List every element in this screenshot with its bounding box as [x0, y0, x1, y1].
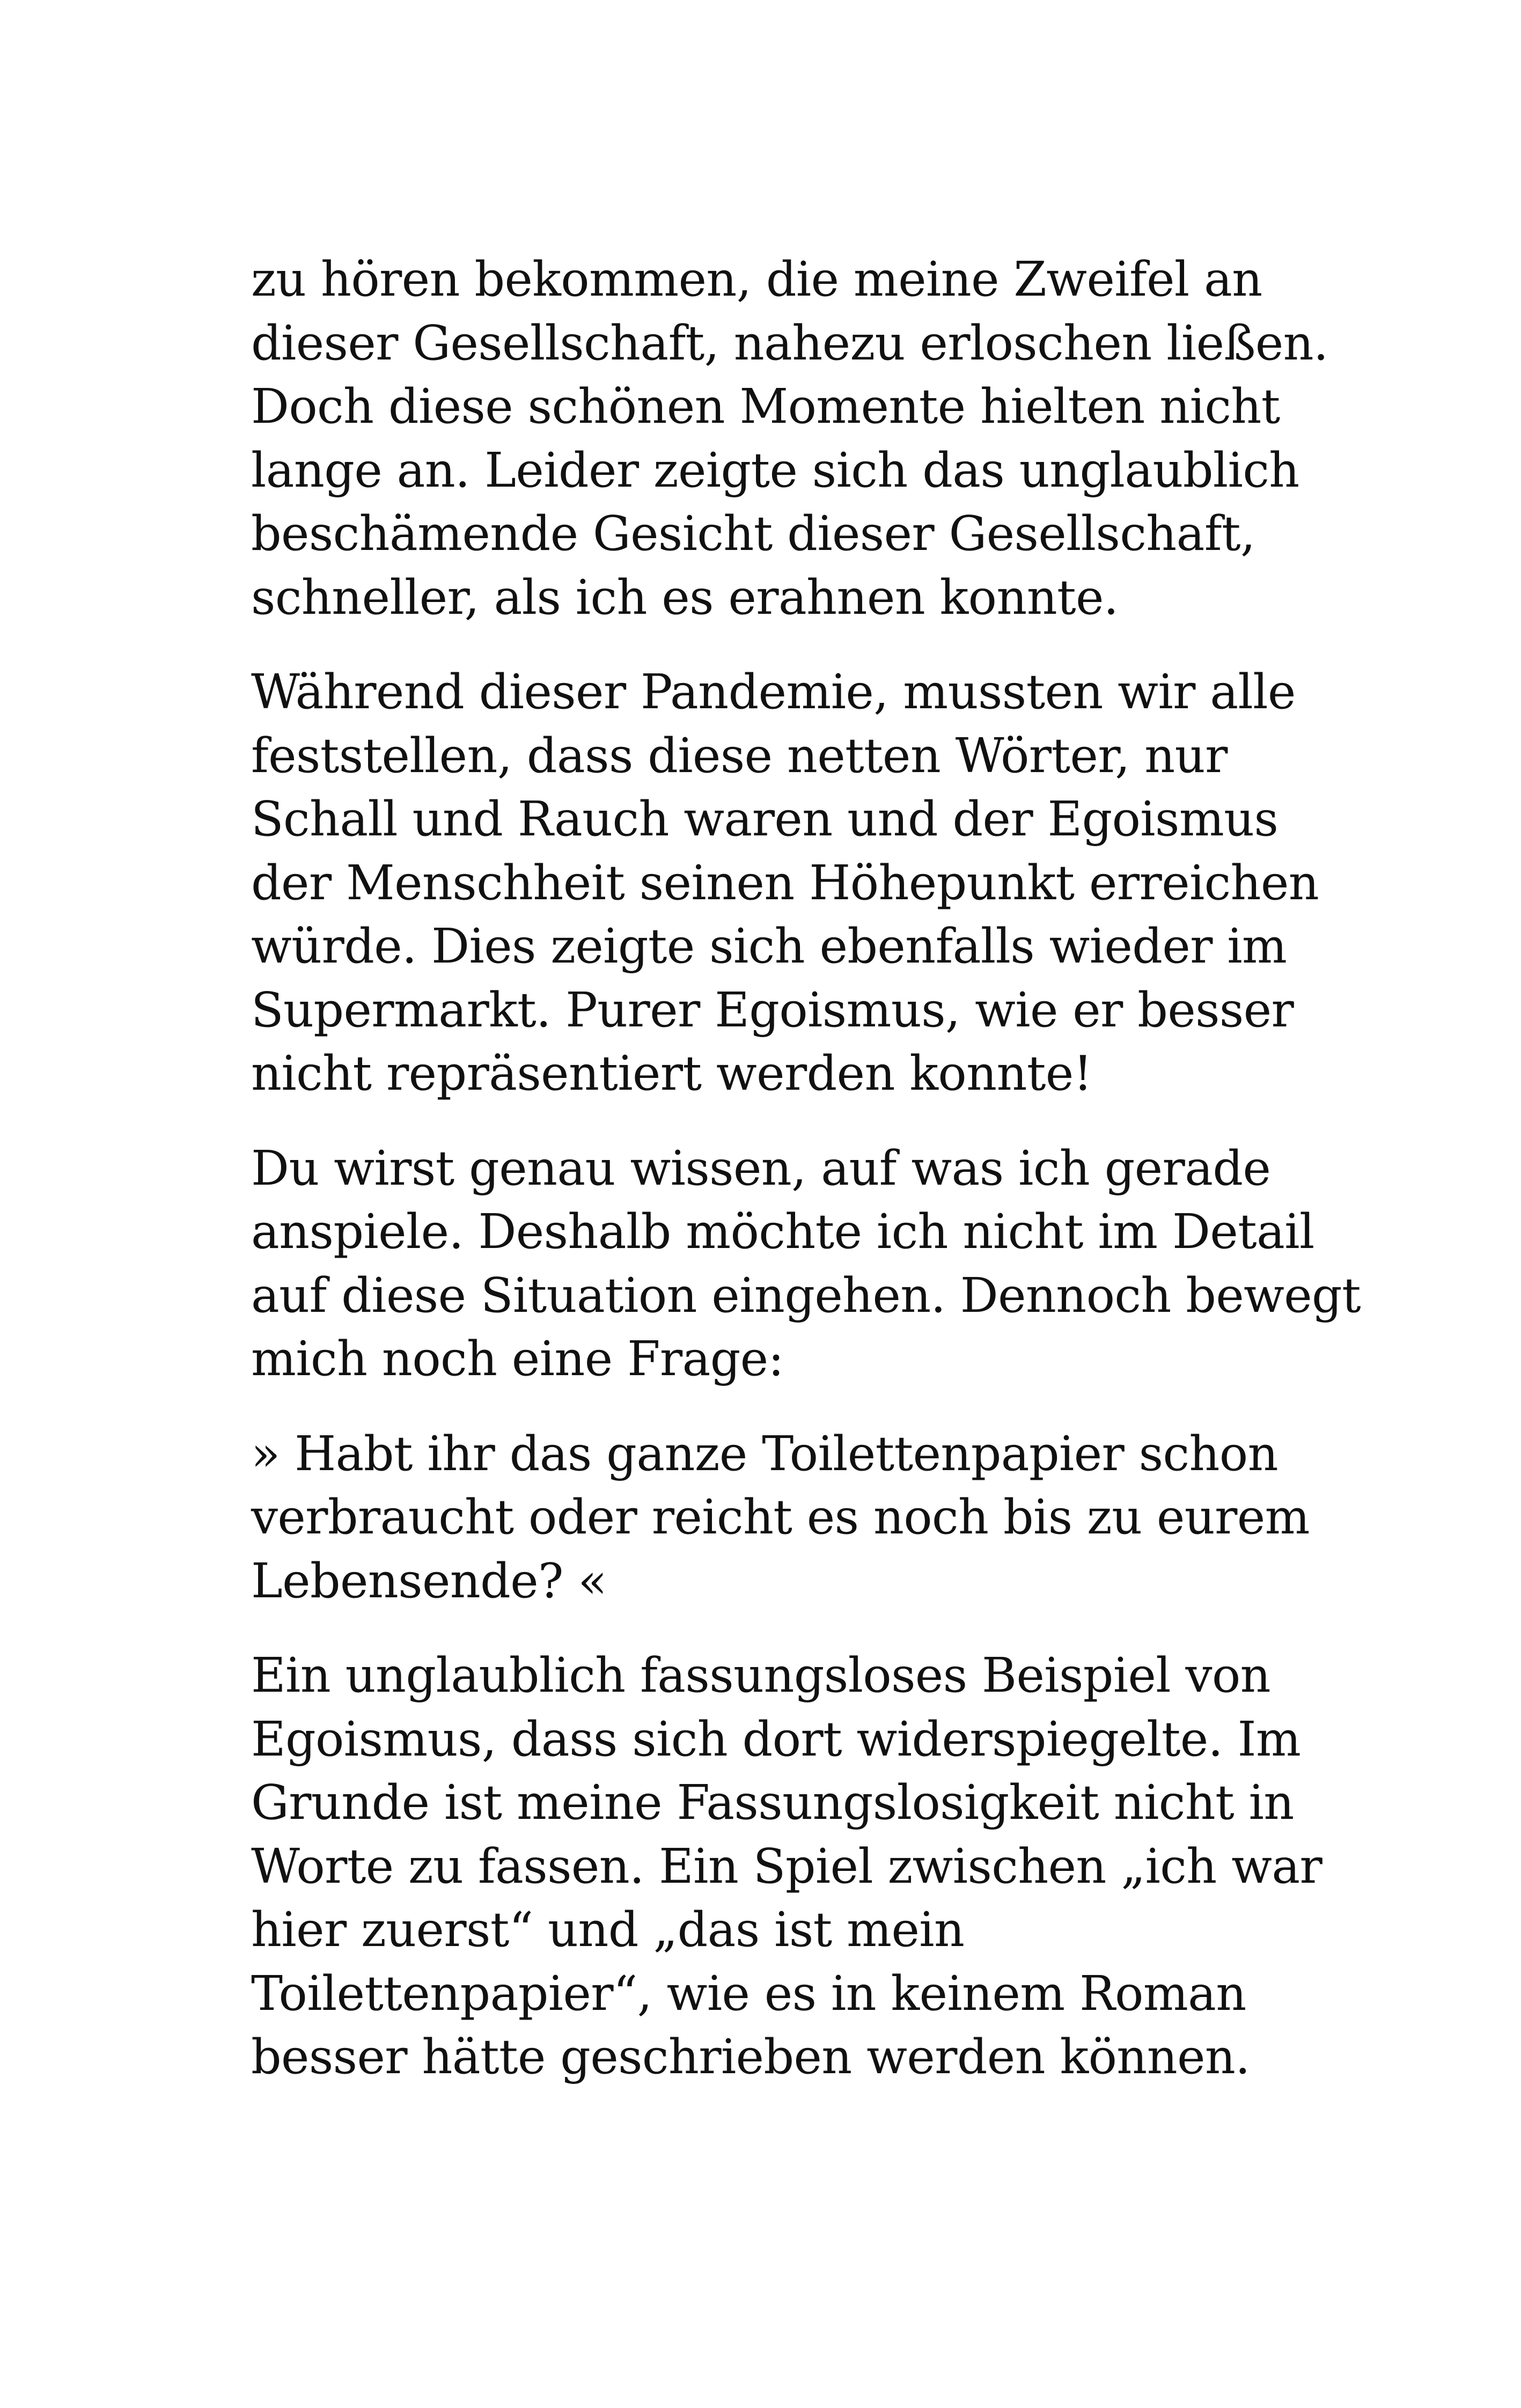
text-line: Schall und Rauch waren und der Egoismus [251, 791, 1278, 847]
text-line: besser hätte geschrieben werden können. [251, 2029, 1250, 2084]
text-line: zu hören bekommen, die meine Zweifel an [251, 252, 1262, 307]
text-line: lange an. Leider zeigte sich das unglaublich [251, 442, 1299, 498]
text-line: Lebensende? « [251, 1553, 607, 1609]
text-line: Du wirst genau wissen, auf was ich gerade [251, 1140, 1271, 1196]
text-line: auf diese Situation eingehen. Dennoch bewegt [251, 1267, 1361, 1323]
text-line: Egoismus, dass sich dort widerspiegelte. Im [251, 1711, 1301, 1767]
text-line: dieser Gesellschaft, nahezu erloschen ließen. [251, 315, 1328, 371]
text-line: feststellen, dass diese netten Wörter, nur [251, 728, 1228, 783]
text-line: Ein unglaublich fassungsloses Beispiel von [251, 1648, 1271, 1703]
paragraph-5 [251, 1644, 1322, 2089]
paragraph-2 [251, 660, 1319, 1106]
text-line: beschämende Gesicht dieser Gesellschaft, [251, 506, 1255, 561]
text-line: Grunde ist meine Fassungslosigkeit nicht in [251, 1775, 1294, 1830]
text-line: nicht repräsentiert werden konnte! [251, 1046, 1092, 1101]
text-line: würde. Dies zeigte sich ebenfalls wieder im [251, 919, 1287, 974]
text-line: Worte zu fassen. Ein Spiel zwischen „ich war [251, 1838, 1322, 1894]
text-line: anspiele. Deshalb möchte ich nicht im Detail [251, 1204, 1314, 1259]
text-line: mich noch eine Frage: [251, 1331, 784, 1386]
text-line: Supermarkt. Purer Egoismus, wie er besser [251, 982, 1294, 1038]
paragraph-3 [251, 1137, 1361, 1391]
text-line: schneller, als ich es erahnen konnte. [251, 569, 1119, 625]
paragraph-1 [251, 248, 1328, 629]
text-line: Während dieser Pandemie, mussten wir alle [251, 664, 1296, 720]
body-text [251, 248, 1361, 2120]
text-line: hier zuerst“ und „das ist mein [251, 1902, 965, 1957]
paragraph-quote [251, 1422, 1310, 1613]
text-line: » Habt ihr das ganze Toilettenpapier schon [251, 1426, 1278, 1481]
text-line: verbraucht oder reicht es noch bis zu eurem [251, 1489, 1310, 1545]
text-line: Toilettenpapier“, wie es in keinem Roman [251, 1965, 1246, 2021]
text-line: der Menschheit seinen Höhepunkt erreichen [251, 855, 1319, 911]
text-line: Doch diese schönen Momente hielten nicht [251, 379, 1280, 434]
